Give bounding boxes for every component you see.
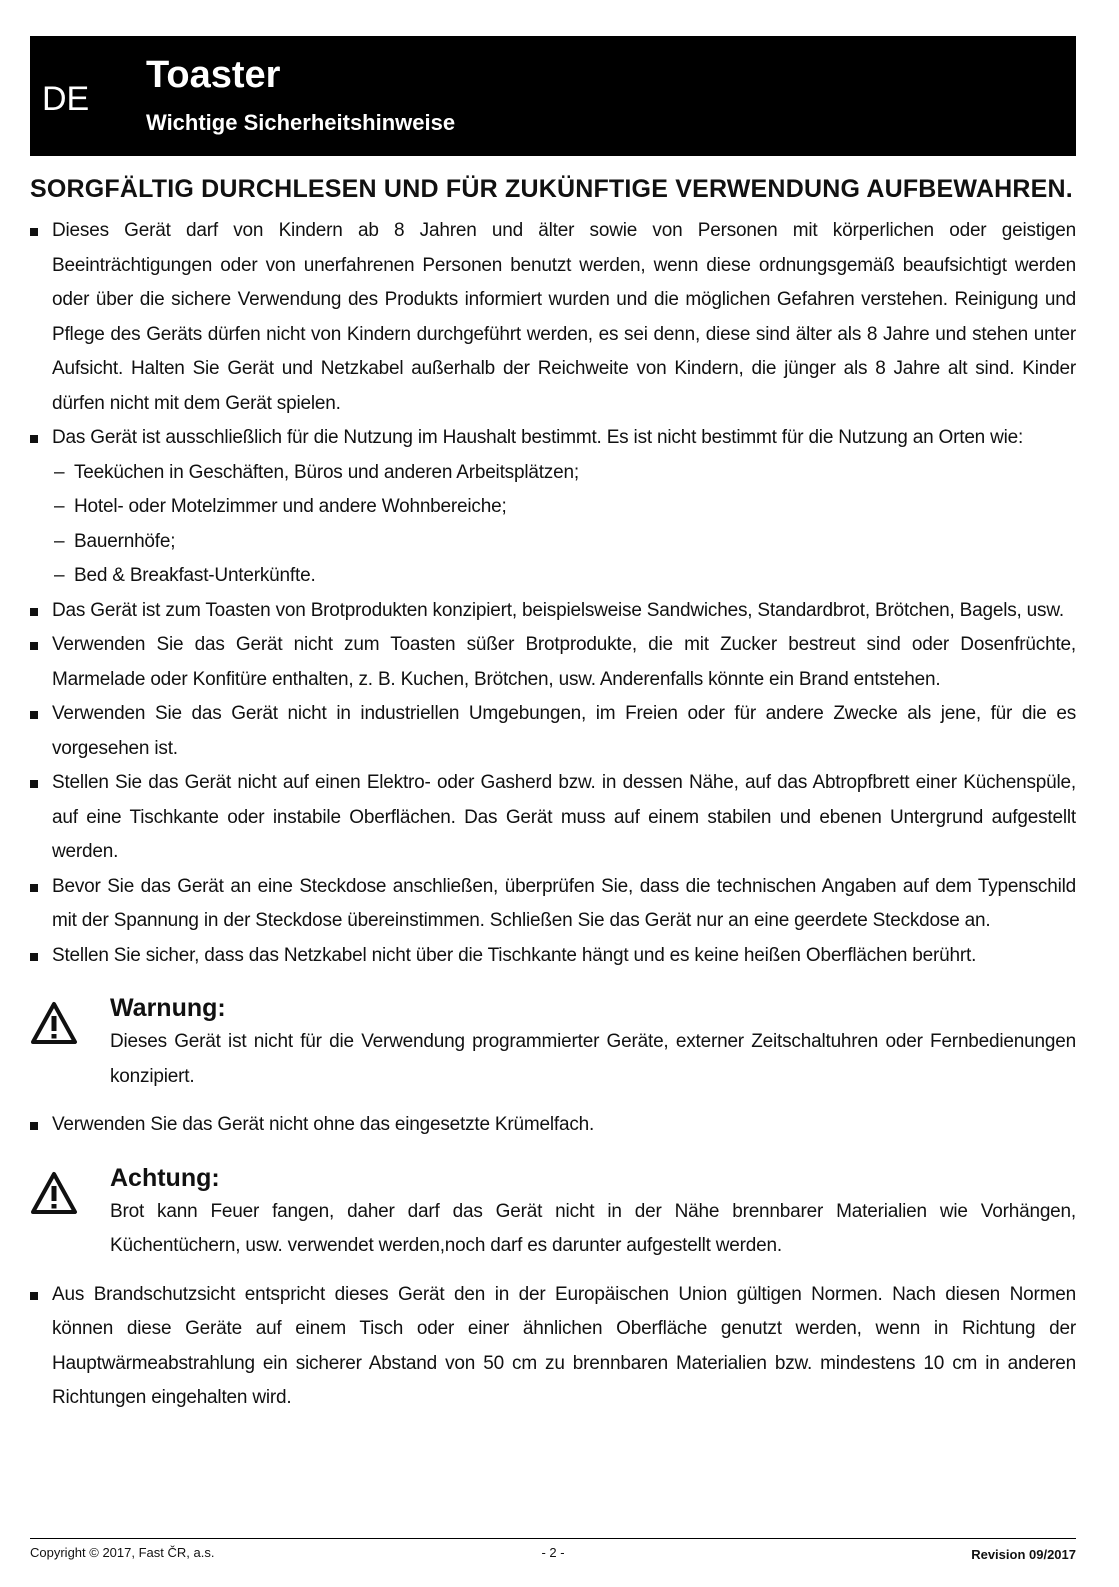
list-item: Dieses Gerät darf von Kindern ab 8 Jahren und älter sowie von Personen mit körperlichen oder geistigen Beeinträchtigungen oder von unerfahrenen Personen benutzt werden, wenn diese ordnungsgemäß beaufsichtigt werden oder über die sichere Verwendung des Produkts informiert wurden und die möglichen Gefahren verstehen. Reinigung und Pflege des Geräts dürfen nicht von Kindern durchgeführt werden, es sei denn, diese sind älter als 8 Jahre und stehen unter Aufsicht. Halten Sie Gerät und Netzkabel außerhalb der Reichweite von Kindern, die jünger als 8 Jahre alt sind. Kinder dürfen nicht mit dem Gerät spielen. — [30, 214, 1076, 421]
list-item: Verwenden Sie das Gerät nicht in industriellen Umgebungen, im Freien oder für andere Zwecke als jene, für die es vorgesehen ist. — [30, 697, 1076, 766]
copyright: Copyright © 2017, Fast ČR, a.s. — [30, 1545, 215, 1560]
dash-list — [52, 456, 1076, 594]
page-number: - 2 - — [541, 1545, 565, 1560]
warning-text: Dieses Gerät ist nicht für die Verwendung programmierter Geräte, externer Zeitschaltuhren oder Fernbedienungen konzipiert. — [110, 1031, 1076, 1087]
caution-title: Achtung: — [110, 1163, 220, 1192]
list-item: Stellen Sie das Gerät nicht auf einen Elektro- oder Gasherd bzw. in dessen Nähe, auf das Abtropfbrett einer Küchenspüle, auf eine Tischkante oder instabile Oberflächen. Das Gerät muss auf einem stabilen und ebenen Untergrund aufgestellt werden. — [30, 766, 1076, 870]
language-code: DE — [42, 80, 90, 118]
revision: Revision 09/2017 — [971, 1547, 1076, 1562]
dash-item: – Bauernhöfe; — [54, 525, 1076, 560]
page-footer — [30, 1538, 1076, 1569]
dash-item: – Teeküchen in Geschäften, Büros und anderen Arbeitsplätzen; — [54, 456, 1076, 491]
bullet-list — [30, 1278, 1076, 1416]
page-title: Toaster — [146, 54, 281, 96]
list-item: Aus Brandschutzsicht entspricht dieses Gerät den in der Europäischen Union gültigen Normen. Nach diesen Normen können diese Geräte auf einem Tisch oder einer ähnlichen Oberfläche genutzt werden, wenn in Richtung der Hauptwärmeabstrahlung ein sicherer Abstand von 50 cm zu brennbaren Materialien bzw. mindestens 10 cm in anderen Richtungen eingehalten wird. — [30, 1278, 1076, 1416]
list-item: Stellen Sie sicher, dass das Netzkabel nicht über die Tischkante hängt und es keine heißen Oberflächen berührt. — [30, 939, 1076, 974]
list-item: Verwenden Sie das Gerät nicht ohne das eingesetzte Krümelfach. — [30, 1108, 1076, 1143]
warning-title: Warnung: — [110, 994, 226, 1022]
document-body — [30, 172, 1076, 1416]
list-item: Bevor Sie das Gerät an eine Steckdose anschließen, überprüfen Sie, dass die technischen Angaben auf dem Typenschild mit der Spannung in der Steckdose übereinstimmen. Schließen Sie das Gerät nur an eine geerdete Steckdose an. — [30, 870, 1076, 939]
dash-item: – Hotel- oder Motelzimmer und andere Wohnbereiche; — [54, 490, 1076, 525]
bullet-list — [30, 1108, 1076, 1143]
section-heading: SORGFÄLTIG DURCHLESEN UND FÜR ZUKÜNFTIGE VERWENDUNG AUFBEWAHREN. — [30, 175, 1073, 203]
caution-note — [30, 1161, 1076, 1264]
bullet-list — [30, 214, 1076, 973]
list-item: Verwenden Sie das Gerät nicht zum Toasten süßer Brotprodukte, die mit Zucker bestreut sind oder Dosenfrüchte, Marmelade oder Konfitüre enthalten, z. B. Kuchen, Brötchen, usw. Anderenfalls könnte ein Brand entstehen. — [30, 628, 1076, 697]
page-subtitle: Wichtige Sicherheitshinweise — [146, 110, 456, 135]
list-item: Das Gerät ist zum Toasten von Brotprodukten konzipiert, beispielsweise Sandwiches, Standardbrot, Brötchen, Bagels, usw. — [30, 594, 1076, 629]
caution-text: Brot kann Feuer fangen, daher darf das Gerät nicht in der Nähe brennbarer Materialien wie Vorhängen, Küchentüchern, usw. verwendet werden,noch darf es darunter aufgestellt werden. — [110, 1200, 1076, 1256]
dash-item: – Bed & Breakfast-Unterkünfte. — [54, 559, 1076, 594]
warning-note — [30, 991, 1076, 1094]
list-item-text: Das Gerät ist ausschließlich für die Nutzung im Haushalt bestimmt. Es ist nicht bestimmt für die Nutzung an Orten wie: — [52, 427, 1024, 448]
list-item — [30, 421, 1076, 594]
warning-triangle-icon — [30, 1001, 78, 1045]
header-banner — [30, 36, 1076, 156]
warning-triangle-icon — [30, 1171, 78, 1215]
